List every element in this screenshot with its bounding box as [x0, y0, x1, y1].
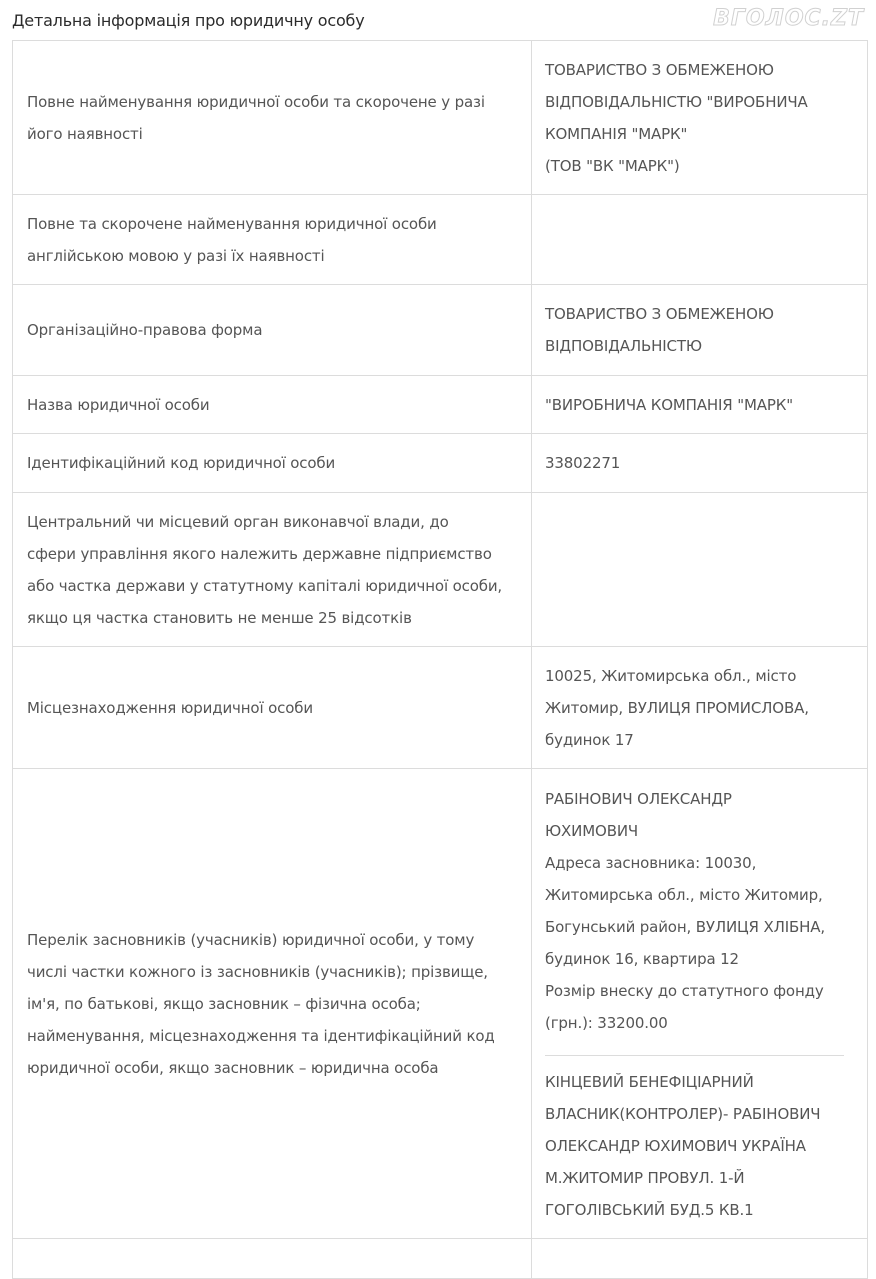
value-line: КОМПАНІЯ "МАРК": [545, 124, 688, 143]
label-line: Організаційно-правова форма: [27, 321, 263, 339]
row-label: [13, 769, 532, 1239]
beneficiary-line: ГОГОЛІВСЬКИЙ БУД.5 КВ.1: [545, 1201, 754, 1219]
row-value: [532, 434, 868, 493]
table-row: [13, 285, 868, 376]
label-line: Місцезнаходження юридичної особи: [27, 698, 313, 717]
value-line: 10025, Житомирська обл., місто: [545, 666, 797, 685]
table-row: [13, 647, 868, 769]
label-line: сфери управління якого належить державне підприємство: [27, 544, 492, 563]
page-title: Детальна інформація про юридичну особу: [12, 11, 365, 30]
founder-line: Адреса засновника: 10030,: [545, 854, 757, 872]
label-line: англійською мовою у разі їх наявності: [27, 246, 325, 265]
founder-line: Розмір внеску до статутного фонду: [545, 982, 824, 1000]
row-label: [13, 195, 532, 285]
site-watermark-logo: ВГОЛОС.ZT: [713, 6, 864, 31]
row-value: [532, 285, 868, 376]
value-line: ТОВАРИСТВО З ОБМЕЖЕНОЮ: [545, 60, 774, 79]
value-line: ВІДПОВІДАЛЬНІСТЮ "ВИРОБНИЧА: [545, 92, 808, 111]
table-row: [13, 41, 868, 195]
row-label: [13, 434, 532, 493]
label-line: Ідентифікаційний код юридичної особи: [27, 454, 336, 472]
row-label: [13, 647, 532, 769]
label-line: Центральний чи місцевий орган виконавчої влади, до: [27, 512, 449, 531]
founder-entry: [545, 769, 854, 1055]
table-row: [13, 376, 868, 434]
beneficiary-line: КІНЦЕВИЙ БЕНЕФІЦІАРНИЙ: [545, 1073, 754, 1091]
beneficiary-entry: [545, 1056, 854, 1238]
label-line: або частка держави у статутному капіталі юридичної особи,: [27, 576, 503, 595]
label-line: Назва юридичної особи: [27, 395, 210, 414]
row-label: [13, 285, 532, 376]
row-value: [532, 41, 868, 195]
row-label: [13, 41, 532, 195]
beneficiary-line: ВЛАСНИК(КОНТРОЛЕР)- РАБІНОВИЧ: [545, 1105, 821, 1123]
beneficiary-line: ОЛЕКСАНДР ЮХИМОВИЧ УКРАЇНА: [545, 1137, 806, 1155]
row-value-founders: [532, 769, 868, 1239]
table-row: [13, 434, 868, 493]
row-label: [13, 493, 532, 647]
value-line: будинок 17: [545, 730, 634, 749]
row-value-empty: [532, 1239, 868, 1279]
label-line: найменування, місцезнаходження та ідентифікаційний код: [27, 1026, 495, 1045]
value-line: (ТОВ "ВК "МАРК"): [545, 156, 680, 175]
label-line: числі частки кожного із засновників (учасників); прізвище,: [27, 962, 488, 981]
label-line: Повне та скорочене найменування юридичної особи: [27, 214, 437, 233]
founder-line: РАБІНОВИЧ ОЛЕКСАНДР: [545, 790, 732, 808]
row-value-empty: [532, 195, 868, 285]
founder-line: Житомирська обл., місто Житомир,: [545, 886, 823, 904]
value-line: ТОВАРИСТВО З ОБМЕЖЕНОЮ: [545, 305, 774, 323]
label-line: Перелік засновників (учасників) юридичної особи, у тому: [27, 930, 475, 949]
table-row: [13, 195, 868, 285]
table-row-founders: [13, 769, 868, 1239]
table-row-next: [13, 1239, 868, 1279]
row-value: [532, 376, 868, 434]
founder-line: будинок 16, квартира 12: [545, 950, 739, 968]
label-line: Повне найменування юридичної особи та скорочене у разі: [27, 92, 485, 111]
row-label-empty: [13, 1239, 532, 1279]
value-line: 33802271: [545, 454, 621, 472]
founder-line: (грн.): 33200.00: [545, 1014, 668, 1032]
founder-line: ЮХИМОВИЧ: [545, 822, 639, 840]
label-line: якщо ця частка становить не менше 25 відсотків: [27, 608, 412, 627]
value-line: ВІДПОВІДАЛЬНІСТЮ: [545, 337, 702, 355]
beneficiary-line: М.ЖИТОМИР ПРОВУЛ. 1-Й: [545, 1169, 745, 1187]
value-line: "ВИРОБНИЧА КОМПАНІЯ "МАРК": [545, 395, 793, 414]
value-line: Житомир, ВУЛИЦЯ ПРОМИСЛОВА,: [545, 698, 809, 717]
table-row: [13, 493, 868, 647]
label-line: ім'я, по батькові, якщо засновник – фізична особа;: [27, 994, 421, 1013]
row-label: [13, 376, 532, 434]
founder-line: Богунський район, ВУЛИЦЯ ХЛІБНА,: [545, 918, 825, 936]
label-line: юридичної особи, якщо засновник – юридична особа: [27, 1058, 439, 1077]
row-value: [532, 647, 868, 769]
legal-entity-info-table: [12, 40, 868, 1279]
label-line: його наявності: [27, 124, 143, 143]
row-value-empty: [532, 493, 868, 647]
